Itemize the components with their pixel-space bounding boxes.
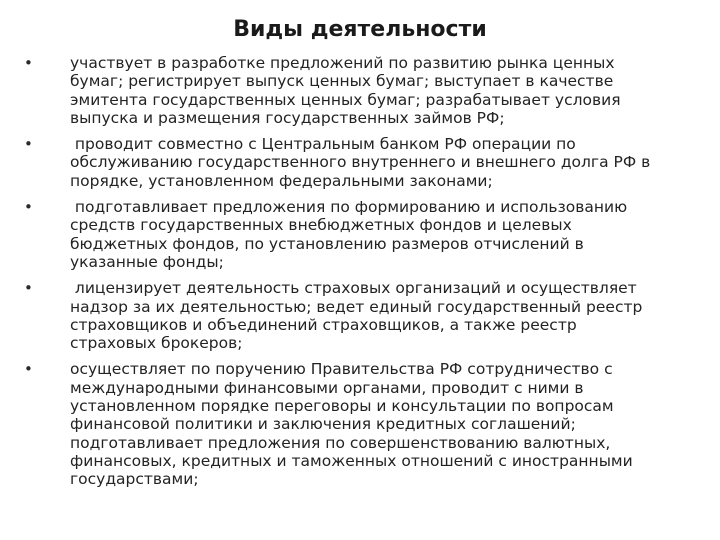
bullet-icon: • bbox=[24, 54, 33, 72]
list-item-line: бумаг; регистрирует выпуск ценных бумаг; выступает в качестве bbox=[70, 72, 614, 91]
list-item-line: бюджетных фондов, по установлению размеров отчислений в bbox=[70, 234, 584, 253]
slide-title: Виды деятельности bbox=[233, 17, 487, 42]
list-item-line: страховых брокеров; bbox=[70, 334, 243, 353]
list-item bbox=[24, 135, 704, 190]
list-item bbox=[24, 279, 704, 352]
list-item bbox=[24, 54, 704, 127]
list-item-line: страховщиков и объединений страховщиков, а также реестр bbox=[70, 315, 577, 334]
list-item-line: государствами; bbox=[70, 470, 199, 489]
list-item-line: указанные фонды; bbox=[70, 252, 224, 271]
list-item bbox=[24, 360, 704, 488]
list-item-line: участвует в разработке предложений по развитию рынка ценных bbox=[70, 54, 615, 72]
bullet-icon: • bbox=[24, 198, 33, 217]
list-item-line: обслуживанию государственного внутреннего и внешнего долга РФ в bbox=[70, 153, 651, 172]
list-item-line: порядке, установленном федеральными законами; bbox=[70, 171, 493, 190]
list-item-line: финансовой политики и заключения кредитных соглашений; bbox=[70, 415, 576, 434]
list-item-line: надзор за их деятельностью; ведет единый государственный реестр bbox=[70, 297, 643, 316]
bullet-icon: • bbox=[24, 360, 33, 379]
list-item-line: лицензирует деятельность страховых организаций и осуществляет bbox=[70, 279, 637, 298]
list-item-line: выпуска и размещения государственных займов РФ; bbox=[70, 108, 505, 127]
list-item-line: осуществляет по поручению Правительства РФ сотрудничество с bbox=[70, 360, 613, 379]
list-item-line: проводит совместно с Центральным банком РФ операции по bbox=[70, 135, 576, 154]
list-item-line: эмитента государственных ценных бумаг; разрабатывает условия bbox=[70, 90, 621, 109]
activities-list bbox=[24, 54, 704, 489]
list-item-line: финансовых, кредитных и таможенных отношений с иностранными bbox=[70, 451, 633, 470]
list-item-line: средств государственных внебюджетных фондов и целевых bbox=[70, 216, 572, 235]
list-item-line: подготавливает предложения по совершенствованию валютных, bbox=[70, 433, 611, 452]
list-item-line: установленном порядке переговоры и консультации по вопросам bbox=[70, 397, 614, 416]
bullet-icon: • bbox=[24, 135, 33, 154]
bullet-icon: • bbox=[24, 279, 33, 298]
list-item-line: международными финансовыми органами, проводит с ними в bbox=[70, 378, 584, 397]
list-item-line: подготавливает предложения по формированию и использованию bbox=[70, 198, 628, 217]
list-item bbox=[24, 198, 704, 271]
